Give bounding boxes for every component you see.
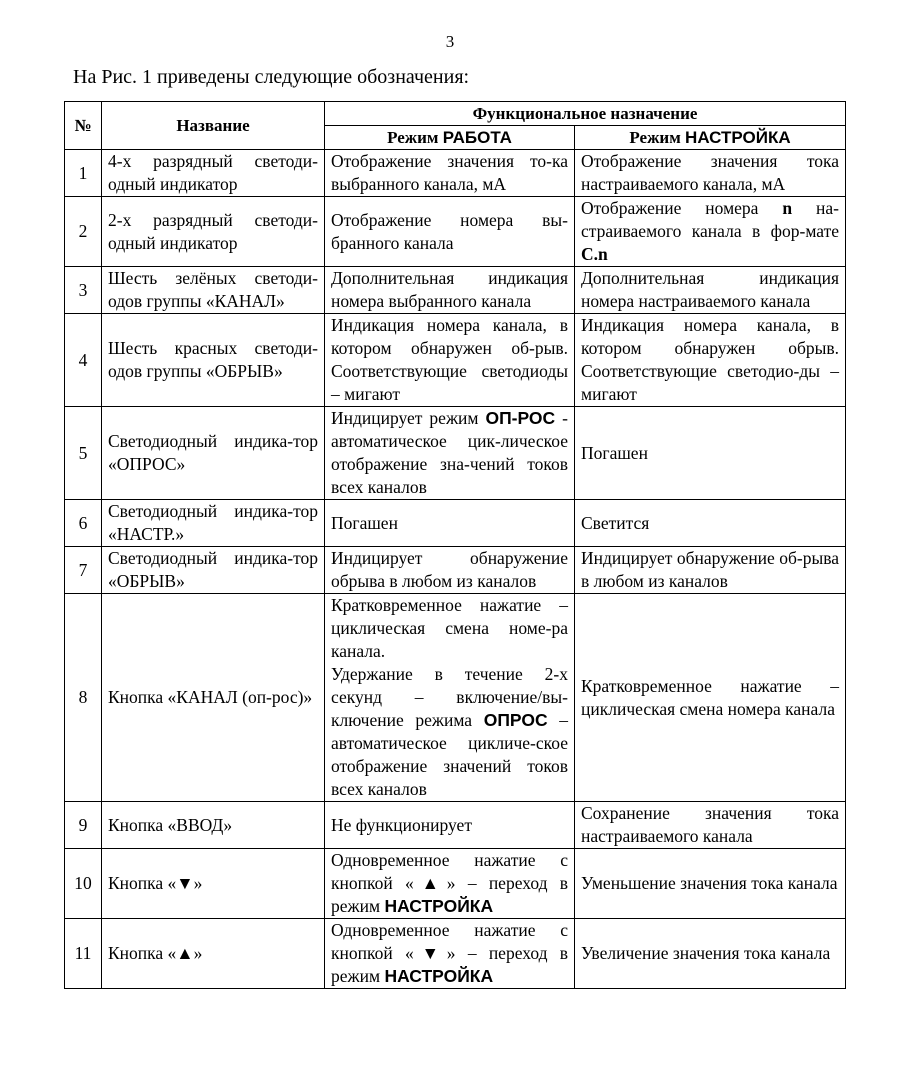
designations-table	[64, 101, 846, 989]
table-row	[65, 314, 846, 407]
row-setup: Кратковременное нажатие – циклическая смена номера канала	[575, 594, 846, 802]
row-num: 6	[65, 500, 102, 547]
row-name: Кнопка «▲»	[102, 919, 325, 989]
row-name: Светодиодный индика-тор «ОБРЫВ»	[102, 547, 325, 594]
row-setup: Индикация номера канала, в котором обнаружен обрыв. Соответствующие светодио-ды – мигают	[575, 314, 846, 407]
table-row	[65, 802, 846, 849]
row-num: 7	[65, 547, 102, 594]
row-setup: Отображение значения тока настраиваемого канала, мА	[575, 150, 846, 197]
row-setup: Дополнительная индикация номера настраиваемого канала	[575, 267, 846, 314]
row-work: Индикация номера канала, в котором обнаружен об-рыв. Соответствующие светодиоды – мигают	[325, 314, 575, 407]
header-name: Название	[102, 102, 325, 150]
row-name: 2-х разрядный светоди-одный индикатор	[102, 197, 325, 267]
row-work: Отображение номера вы-бранного канала	[325, 197, 575, 267]
row-setup: Индицирует обнаружение об-рыва в любом из каналов	[575, 547, 846, 594]
header-function: Функциональное назначение	[325, 102, 846, 126]
intro-text: На Рис. 1 приведены следующие обозначения:	[73, 66, 470, 88]
header-num: №	[65, 102, 102, 150]
row-work: Кратковременное нажатие – циклическая смена номе-ра канала. Удержание в течение 2-х секунд – включение/вы-ключение режима ОПРОС – автоматическое цикличе-ское отображение значений токов всех каналов	[325, 594, 575, 802]
row-name: Кнопка «ВВОД»	[102, 802, 325, 849]
header-mode-work: Режим РАБОТА	[325, 126, 575, 150]
row-setup: Сохранение значения тока настраиваемого канала	[575, 802, 846, 849]
row-num: 2	[65, 197, 102, 267]
page-number: 3	[445, 32, 455, 51]
table-row	[65, 500, 846, 547]
table-row	[65, 150, 846, 197]
row-setup: Уменьшение значения тока канала	[575, 849, 846, 919]
row-name: Кнопка «▼»	[102, 849, 325, 919]
table-row	[65, 197, 846, 267]
row-name: Кнопка «КАНАЛ (оп-рос)»	[102, 594, 325, 802]
table-row	[65, 594, 846, 802]
row-work: Одновременное нажатие с кнопкой «▲» – переход в режим НАСТРОЙКА	[325, 849, 575, 919]
row-work: Не функционирует	[325, 802, 575, 849]
row-name: Шесть красных светоди-одов группы «ОБРЫВ»	[102, 314, 325, 407]
row-setup: Погашен	[575, 407, 846, 500]
row-work: Одновременное нажатие с кнопкой «▼» – переход в режим НАСТРОЙКА	[325, 919, 575, 989]
row-setup: Светится	[575, 500, 846, 547]
row-work: Отображение значения то-ка выбранного канала, мА	[325, 150, 575, 197]
row-name: 4-х разрядный светоди-одный индикатор	[102, 150, 325, 197]
table-row	[65, 919, 846, 989]
table-row	[65, 547, 846, 594]
row-num: 11	[65, 919, 102, 989]
table-row	[65, 849, 846, 919]
table-row	[65, 267, 846, 314]
row-num: 1	[65, 150, 102, 197]
row-setup: Отображение номера n на-страиваемого канала в фор-мате C.n	[575, 197, 846, 267]
table-row	[65, 407, 846, 500]
row-setup: Увеличение значения тока канала	[575, 919, 846, 989]
row-work: Индицирует режим ОП-РОС - автоматическое цик-лическое отображение зна-чений токов всех каналов	[325, 407, 575, 500]
row-num: 4	[65, 314, 102, 407]
row-work: Погашен	[325, 500, 575, 547]
row-num: 5	[65, 407, 102, 500]
row-name: Светодиодный индика-тор «ОПРОС»	[102, 407, 325, 500]
row-name: Шесть зелёных светоди-одов группы «КАНАЛ»	[102, 267, 325, 314]
row-num: 8	[65, 594, 102, 802]
row-work: Дополнительная индикация номера выбранного канала	[325, 267, 575, 314]
row-num: 3	[65, 267, 102, 314]
row-name: Светодиодный индика-тор «НАСТР.»	[102, 500, 325, 547]
row-work: Индицирует обнаружение обрыва в любом из каналов	[325, 547, 575, 594]
row-num: 10	[65, 849, 102, 919]
row-num: 9	[65, 802, 102, 849]
header-mode-setup: Режим НАСТРОЙКА	[575, 126, 846, 150]
